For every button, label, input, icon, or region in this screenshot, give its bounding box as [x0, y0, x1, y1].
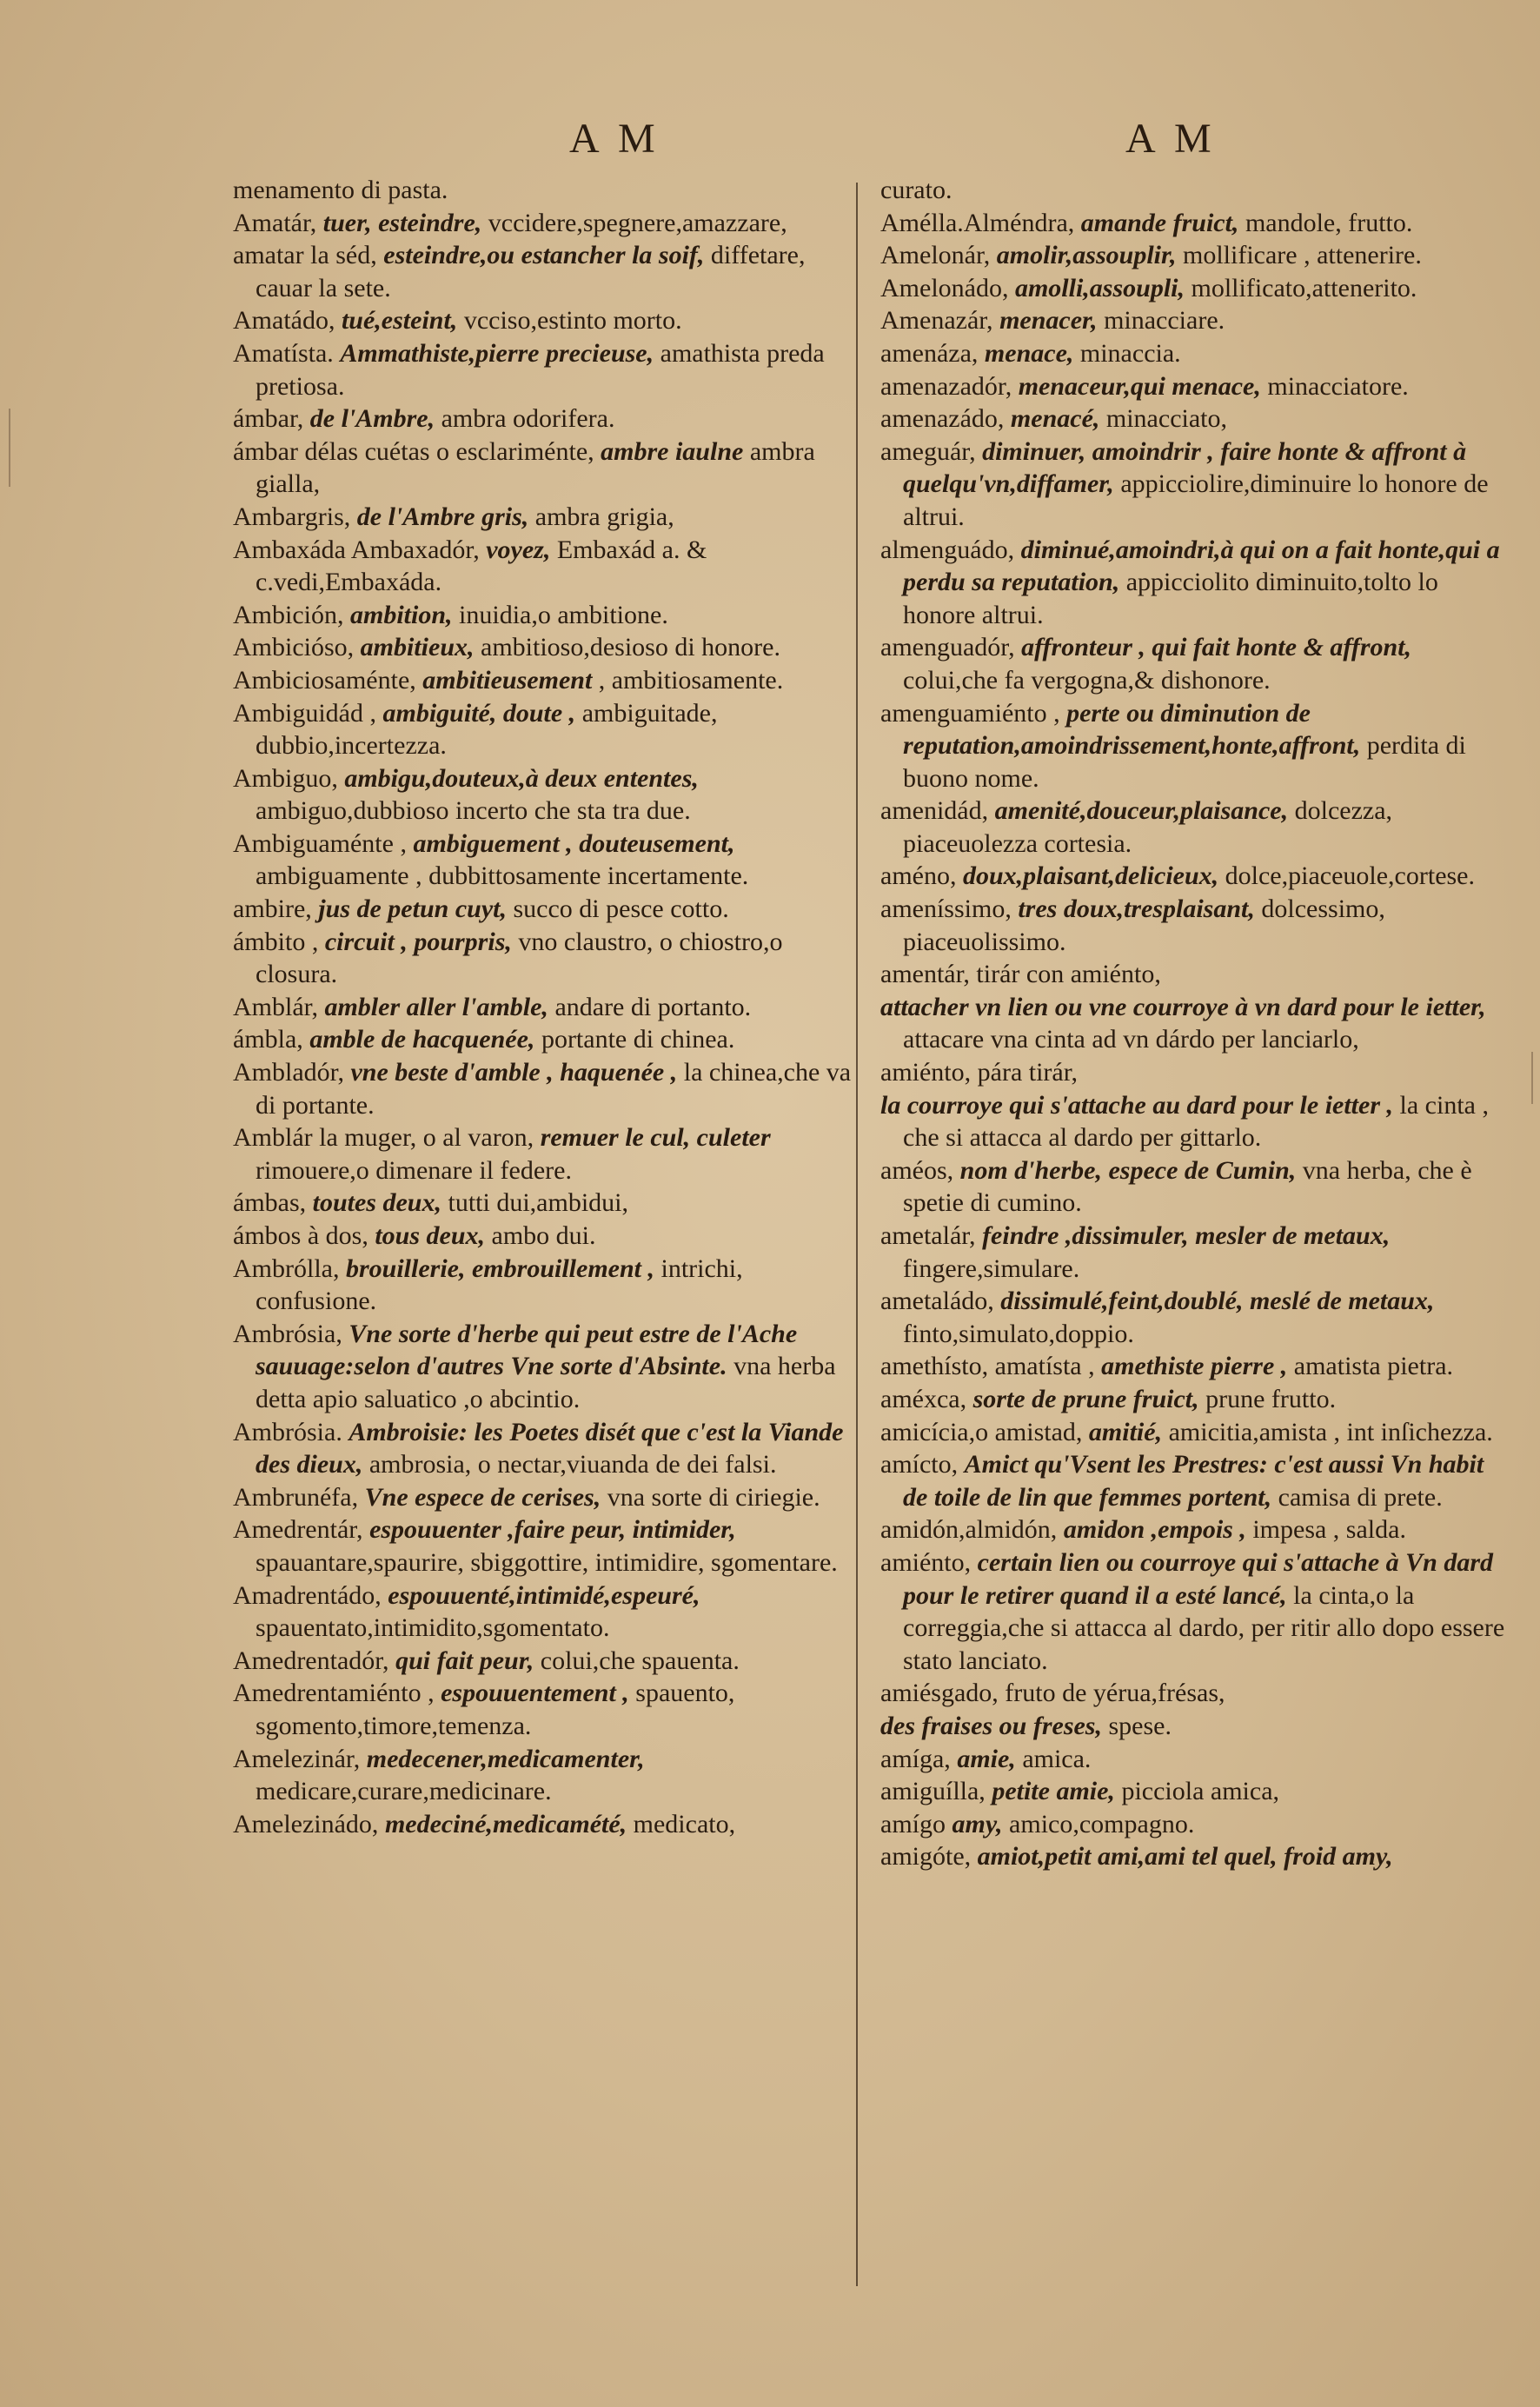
gloss-french: Vne espece de cerises, [364, 1482, 601, 1512]
dictionary-entry [233, 1743, 854, 1808]
dictionary-entry [233, 1187, 854, 1220]
dictionary-entry [880, 860, 1508, 893]
dictionary-entry [233, 631, 854, 664]
dictionary-entry [880, 1808, 1508, 1841]
gloss-french: jus de petun cuyt, [318, 894, 507, 924]
gloss-french: Amict qu'Vsent les Prestres: c'est aussi Vn habit de toile de lin que femmes portent, [903, 1450, 1484, 1512]
gloss-italian: ambo dui. [491, 1221, 596, 1250]
gloss-italian: amicitia,amista , int inſichezza. [1168, 1417, 1493, 1446]
gloss-french: amy, [952, 1809, 1003, 1838]
gloss-italian: menamento di pasta. [233, 176, 448, 204]
gloss-french: ambitieusement [422, 665, 593, 695]
dictionary-entry [880, 207, 1508, 240]
dictionary-entry [233, 1645, 854, 1678]
headword-spanish: amígo [880, 1809, 946, 1838]
gloss-french: amande fruict, [1080, 208, 1239, 237]
gloss-italian: ambiguo,dubbioso incerto che sta tra due. [256, 796, 691, 826]
headword-spanish: amíga, [880, 1744, 951, 1773]
dictionary-entry [233, 534, 854, 599]
gloss-italian: curato. [880, 176, 953, 204]
headword-spanish: Ambición, [233, 600, 344, 629]
dictionary-entry [233, 402, 854, 436]
gloss-french: espouuenté,intimidé,espeuré, [388, 1580, 700, 1610]
gloss-french: dissimulé,feint,doublé, meslé de metaux, [1000, 1287, 1435, 1316]
gloss-italian: minacciare. [1104, 306, 1225, 336]
gloss-italian: succo di pesce cotto. [513, 894, 729, 924]
gloss-french: vne beste d'amble , haquenée , [350, 1058, 678, 1087]
gloss-italian: minacciato, [1105, 404, 1227, 434]
gloss-french: amble de hacquenée, [309, 1025, 535, 1054]
gloss-french: amiot,petit ami,ami tel quel, froid amy, [977, 1842, 1393, 1872]
gloss-italian: dolcessimo, piaceuolissimo. [903, 894, 1385, 956]
dictionary-entry [880, 958, 1508, 991]
gloss-french: voyez, [486, 535, 551, 564]
dictionary-entry [880, 1383, 1508, 1416]
dictionary-entry [233, 1677, 854, 1742]
gloss-french: circuit , pourpris, [324, 927, 512, 956]
dictionary-column-left [233, 174, 854, 2382]
dictionary-entry [880, 1775, 1508, 1808]
gloss-italian: rimouere,o dimenare il federe. [256, 1155, 572, 1185]
dictionary-column-right [880, 174, 1508, 2382]
gloss-italian: dolce,piaceuole,cortese. [1225, 861, 1475, 891]
headword-spanish: améxca, [880, 1384, 967, 1413]
headword-spanish: amiénto, [880, 1547, 972, 1577]
gloss-italian: vcciso,estinto morto. [463, 306, 682, 336]
headword-spanish: Amedrentamiénto , [233, 1679, 435, 1708]
headword-spanish: amícto, [880, 1450, 959, 1479]
headword-spanish: Ambicióso, [233, 633, 355, 662]
gloss-italian: ambra odorifera. [441, 404, 615, 434]
dictionary-entry [880, 1056, 1508, 1089]
headword-spanish: Amblár, [233, 992, 318, 1021]
headword-spanish: Ambiciosaménte, [233, 665, 416, 695]
headword-spanish: ámbos à dos, [233, 1221, 368, 1250]
gloss-french: attacher vn lien ou vne courroye à vn dard pour le ietter, [880, 992, 1486, 1021]
dictionary-entry [880, 272, 1508, 305]
gloss-french: amie, [957, 1744, 1016, 1773]
gloss-italian: spese. [1108, 1711, 1172, 1740]
gloss-italian: amatista pietra. [1293, 1352, 1454, 1381]
dictionary-entry [880, 1416, 1508, 1449]
dictionary-entry [233, 991, 854, 1024]
gloss-italian: spauento, sgomento,timore,temenza. [256, 1679, 735, 1740]
gloss-french: medeciné,medicamété, [384, 1809, 627, 1838]
gloss-italian: impesa , salda. [1252, 1515, 1406, 1545]
dictionary-entry [880, 402, 1508, 436]
gloss-french: amolir,assouplir, [996, 241, 1177, 270]
dictionary-entry [880, 337, 1508, 370]
headword-spanish: Amenazár, [880, 306, 993, 336]
gloss-french: la courroye qui s'attache au dard pour le ietter , [880, 1090, 1394, 1120]
headword-spanish: Amelonár, [880, 241, 991, 270]
gloss-french: ambiguité, doute , [382, 698, 576, 728]
gloss-french: tué,esteint, [341, 306, 458, 336]
headword-spanish: Amelezinádo, [233, 1809, 379, 1838]
dictionary-entry [233, 828, 854, 893]
gloss-french: medecener,medicamenter, [366, 1744, 645, 1773]
gloss-italian: perdita di buono nome. [903, 731, 1466, 793]
gloss-french: perte ou diminution de reputation,amoindrissement,honte,affront, [903, 698, 1361, 761]
headword-spanish: amidón,almidón, [880, 1515, 1058, 1545]
headword-spanish: amatar la séd, [233, 241, 377, 270]
gloss-italian: prune frutto. [1205, 1384, 1337, 1413]
headword-spanish: Amelonádo, [880, 273, 1009, 303]
dictionary-entry [233, 1121, 854, 1187]
gloss-italian: Embaxád a. & c.vedi,Embaxáda. [256, 535, 707, 597]
gloss-italian: picciola amica, [1121, 1777, 1280, 1806]
gloss-french: espouuenter ,faire peur, intimider, [369, 1515, 736, 1545]
headword-spanish: ámbla, [233, 1025, 303, 1054]
dictionary-entry [880, 1840, 1508, 1873]
headword-spanish: amenáza, [880, 338, 979, 368]
gloss-italian: ambrosia, o nectar,viuanda de dei falsi. [368, 1450, 777, 1479]
headword-spanish: Amedrentadór, [233, 1646, 389, 1675]
gloss-italian: vno claustro, o chiostro,o closura. [256, 927, 783, 989]
headword-spanish: amiésgado, [880, 1679, 999, 1708]
gloss-french: affronteur , qui fait honte & affront, [1021, 633, 1412, 662]
gloss-italian: finto,simulato,doppio. [903, 1319, 1134, 1348]
dictionary-entry [233, 1579, 854, 1645]
headword-spanish: Ambiguaménte , [233, 828, 407, 858]
gloss-italian: inuidia,o ambitione. [459, 600, 668, 629]
headword-spanish: ameguár, [880, 436, 976, 466]
gloss-french: Vne sorte d'herbe qui peut estre de l'Ache sauuage:selon d'autres Vne sorte d'Absinte. [256, 1319, 798, 1381]
gloss-french: menacé, [1010, 404, 1100, 434]
headword-spanish: amiénto, [880, 1058, 972, 1087]
gloss-french: Ambroisie: les Poetes disét que c'est la Viande des dieux, [256, 1417, 844, 1479]
dictionary-entry [233, 436, 854, 501]
dictionary-entry [880, 534, 1508, 632]
gloss-french: certain lien ou courroye qui s'attache à Vn dard pour le retirer quand il a esté lancé, [903, 1547, 1494, 1610]
gloss-french: de l'Ambre, [309, 404, 435, 434]
dictionary-entry [880, 174, 1508, 207]
dictionary-entry [233, 1416, 854, 1481]
dictionary-entry [233, 174, 854, 207]
headword-spanish: Ambaxáda Ambaxadór, [233, 535, 480, 564]
page-edge-mark [9, 409, 10, 487]
headword-spanish: Amatár, [233, 208, 317, 237]
gloss-italian: minacciatore. [1267, 371, 1409, 401]
gloss-italian: , ambitiosamente. [598, 665, 784, 695]
gloss-french: petite amie, [992, 1777, 1115, 1806]
gloss-french: Ammathiste,pierre precieuse, [340, 338, 654, 368]
gloss-french: diminuer, amoindrir , faire honte & affront à quelqu'vn,diffamer, [903, 436, 1467, 499]
gloss-french: ambler aller l'amble, [324, 992, 548, 1021]
gloss-italian: vccidere,spegnere,amazzare, [488, 208, 787, 237]
headword-spanish: ámbar, [233, 404, 304, 434]
headword-spanish: amethísto, amatísta , [880, 1352, 1095, 1381]
dictionary-entry [233, 1023, 854, 1056]
headword-spanish: amenguadór, [880, 633, 1015, 662]
gloss-italian: ambiguamente , dubbittosamente incertamente. [256, 861, 749, 891]
headword-spanish: amigóte, [880, 1842, 972, 1872]
gloss-french: menace, [984, 338, 1074, 368]
gloss-french: qui fait peur, [395, 1646, 534, 1675]
gloss-french: espouuentement , [441, 1679, 629, 1708]
dictionary-entry [880, 1350, 1508, 1383]
dictionary-entry [880, 239, 1508, 272]
dictionary-entry [880, 1677, 1508, 1710]
dictionary-entry [233, 337, 854, 402]
headword-spanish: almenguádo, [880, 535, 1015, 564]
gloss-italian: la cinta,o la correggia,che si attacca al dardo, per ritir allo dopo essere stato lanciato. [903, 1580, 1505, 1675]
gloss-italian: colui,che fa vergogna,& dishonore. [903, 665, 1271, 695]
gloss-italian: minaccia. [1079, 338, 1181, 368]
gloss-french: ambition, [350, 600, 453, 629]
dictionary-entry [880, 1154, 1508, 1220]
dictionary-entry [233, 1318, 854, 1416]
headword-spanish: ámbar délas cuétas o esclariménte, [233, 436, 594, 466]
gloss-italian: intrichi, confusione. [256, 1253, 743, 1316]
gloss-italian: mandole, frutto. [1245, 208, 1413, 237]
dictionary-entry [880, 1220, 1508, 1285]
gloss-french: feindre ,dissimuler, mesler de metaux, [982, 1221, 1391, 1250]
gloss-french: amolli,assoupli, [1014, 273, 1185, 303]
headword-spanish: Amélla.Alméndra, [880, 208, 1075, 237]
gloss-italian: dolcezza, piaceuolezza cortesia. [903, 796, 1393, 858]
headword-spanish: Amatísta. [233, 338, 334, 368]
headword-spanish: Amadrentádo, [233, 1580, 382, 1610]
headword-spanish: ameníssimo, [880, 894, 1012, 924]
gloss-italian: ambitioso,desioso di honore. [481, 633, 780, 662]
dictionary-entry [233, 304, 854, 337]
gloss-french: tuer, esteindre, [322, 208, 482, 237]
dictionary-entry [233, 1481, 854, 1514]
dictionary-entry [233, 501, 854, 534]
dictionary-entry [880, 436, 1508, 534]
gloss-italian: vna herba detta apio saluatico ,o abcintio. [256, 1352, 836, 1413]
headword-spanish: Amedrentár, [233, 1515, 363, 1545]
gloss-french: amidon ,empois , [1063, 1515, 1246, 1545]
gloss-italian: tirár con amiénto, [976, 960, 1161, 989]
gloss-french: amethiste pierre , [1101, 1352, 1288, 1381]
gloss-italian: medicato, [633, 1809, 736, 1838]
gloss-french: esteindre,ou estancher la soif, [383, 241, 705, 270]
dictionary-entry [880, 1285, 1508, 1350]
gloss-italian: la cinta , che si attacca al dardo per gittarlo. [903, 1090, 1489, 1153]
gloss-french: remuer le cul, culeter [540, 1123, 771, 1153]
gloss-italian: mollificato,attenerito. [1191, 273, 1417, 303]
gloss-french: ambre iaulne [601, 436, 744, 466]
dictionary-entry [880, 370, 1508, 403]
gloss-italian: spauantare,spaurire, sbiggottire, intimidire, sgomentare. [256, 1547, 838, 1577]
gloss-italian: andare di portanto. [554, 992, 752, 1021]
headword-spanish: amenazádo, [880, 404, 1005, 434]
page-edge-mark [1531, 1052, 1533, 1104]
gloss-french: tous deux, [375, 1221, 486, 1250]
dictionary-entry [233, 207, 854, 240]
headword-spanish: Ambiguo, [233, 763, 338, 793]
gloss-french: brouillerie, embrouillement , [345, 1253, 654, 1283]
gloss-italian: ambra gialla, [256, 436, 815, 499]
gloss-italian: pára tirár, [977, 1058, 1079, 1087]
gloss-french: ambitieux, [360, 633, 475, 662]
gloss-french: diminué,amoindri,à qui on a fait honte,qui a perdu sa reputation, [903, 535, 1500, 597]
gloss-italian: la chinea,che va di portante. [256, 1058, 852, 1120]
gloss-italian: ambiguitade, dubbio,incertezza. [256, 698, 718, 761]
dictionary-entry [880, 1710, 1508, 1743]
dictionary-entry [233, 1220, 854, 1253]
headword-spanish: Ambargris, [233, 502, 351, 531]
dictionary-entry [880, 1448, 1508, 1513]
headword-spanish: Ambiguidád , [233, 698, 376, 728]
gloss-italian: fruto de yérua,frésas, [1005, 1679, 1225, 1708]
gloss-french: de l'Ambre gris, [356, 502, 529, 531]
dictionary-entry [880, 991, 1508, 1056]
headword-spanish: amentár, [880, 960, 970, 989]
headword-spanish: Amblár la muger, o al varon, [233, 1123, 534, 1153]
gloss-italian: appicciolito diminuito,tolto lo honore altrui. [903, 568, 1438, 629]
headword-spanish: ámbas, [233, 1188, 307, 1218]
gloss-french: sorte de prune fruict, [972, 1384, 1199, 1413]
dictionary-entry [233, 664, 854, 697]
running-header-right: A M [1125, 116, 1217, 162]
headword-spanish: amenazadór, [880, 371, 1012, 401]
headword-spanish: ámbito , [233, 927, 319, 956]
gloss-italian: ambra grigia, [534, 502, 674, 531]
gloss-italian: amathista preda pretiosa. [256, 338, 825, 401]
headword-spanish: amenguamiénto , [880, 698, 1060, 728]
dictionary-entry [233, 1056, 854, 1121]
dictionary-entry [880, 631, 1508, 696]
dictionary-entry [880, 893, 1508, 958]
dictionary-entry [880, 304, 1508, 337]
headword-spanish: amenidád, [880, 796, 989, 826]
headword-spanish: Amatádo, [233, 306, 335, 336]
headword-spanish: amicícia,o amistad, [880, 1417, 1083, 1446]
gloss-italian: tutti dui,ambidui, [448, 1188, 628, 1218]
column-divider [856, 183, 858, 2286]
gloss-french: nom d'herbe, espece de Cumin, [959, 1155, 1297, 1185]
gloss-french: amitié, [1088, 1417, 1163, 1446]
gloss-french: toutes deux, [312, 1188, 441, 1218]
dictionary-entry [233, 1253, 854, 1318]
gloss-italian: attacare vna cinta ad vn dárdo per lanciarlo, [903, 1025, 1359, 1054]
gloss-italian: vna sorte di ciriegie. [607, 1482, 820, 1512]
dictionary-entry [233, 1808, 854, 1841]
gloss-french: amenité,douceur,plaisance, [994, 796, 1289, 826]
gloss-italian: amico,compagno. [1009, 1809, 1195, 1838]
headword-spanish: Ambrósia, [233, 1319, 342, 1348]
gloss-italian: mollificare , attenerire. [1183, 241, 1422, 270]
gloss-french: ambigu,douteux,à deux ententes, [344, 763, 699, 793]
headword-spanish: améno, [880, 861, 957, 891]
headword-spanish: Ambladór, [233, 1058, 344, 1087]
dictionary-entry [880, 697, 1508, 795]
dictionary-entry [233, 239, 854, 304]
dictionary-entry [880, 795, 1508, 860]
gloss-italian: appicciolire,diminuire lo honore de altrui. [903, 469, 1489, 531]
gloss-french: menacer, [999, 306, 1098, 336]
dictionary-entry [233, 599, 854, 632]
dictionary-entry [233, 762, 854, 828]
running-header-left: A M [569, 116, 660, 162]
gloss-italian: vna herba, che è spetie di cumino. [903, 1155, 1472, 1218]
headword-spanish: ametaládo, [880, 1287, 994, 1316]
headword-spanish: Ambrunéfa, [233, 1482, 359, 1512]
gloss-italian: medicare,curare,medicinare. [256, 1777, 552, 1806]
headword-spanish: Amelezinár, [233, 1744, 361, 1773]
gloss-italian: colui,che spauenta. [540, 1646, 740, 1675]
headword-spanish: Ambrólla, [233, 1253, 340, 1283]
dictionary-entry [880, 1546, 1508, 1677]
dictionary-entry [233, 697, 854, 762]
dictionary-entry [233, 926, 854, 991]
headword-spanish: ambire, [233, 894, 312, 924]
gloss-french: tres doux,tresplaisant, [1018, 894, 1255, 924]
dictionary-entry [233, 1513, 854, 1579]
gloss-french: menaceur,qui menace, [1018, 371, 1261, 401]
gloss-french: des fraises ou freses, [880, 1711, 1102, 1740]
gloss-italian: amica. [1022, 1744, 1092, 1773]
gloss-italian: diffetare, cauar la sete. [256, 241, 806, 303]
dictionary-entry [880, 1089, 1508, 1154]
gloss-italian: fingere,simulare. [903, 1253, 1080, 1283]
gloss-italian: portante di chinea. [541, 1025, 735, 1054]
headword-spanish: amiguílla, [880, 1777, 986, 1806]
dictionary-entry [233, 893, 854, 926]
gloss-french: ambiguement , douteusement, [413, 828, 735, 858]
headword-spanish: ametalár, [880, 1221, 976, 1250]
dictionary-entry [880, 1743, 1508, 1776]
headword-spanish: Ambrósia. [233, 1417, 342, 1446]
gloss-french: doux,plaisant,delicieux, [962, 861, 1219, 891]
gloss-italian: camisa di prete. [1278, 1482, 1443, 1512]
gloss-italian: spauentato,intimidito,sgomentato. [256, 1613, 610, 1643]
headword-spanish: améos, [880, 1155, 954, 1185]
dictionary-entry [880, 1513, 1508, 1546]
